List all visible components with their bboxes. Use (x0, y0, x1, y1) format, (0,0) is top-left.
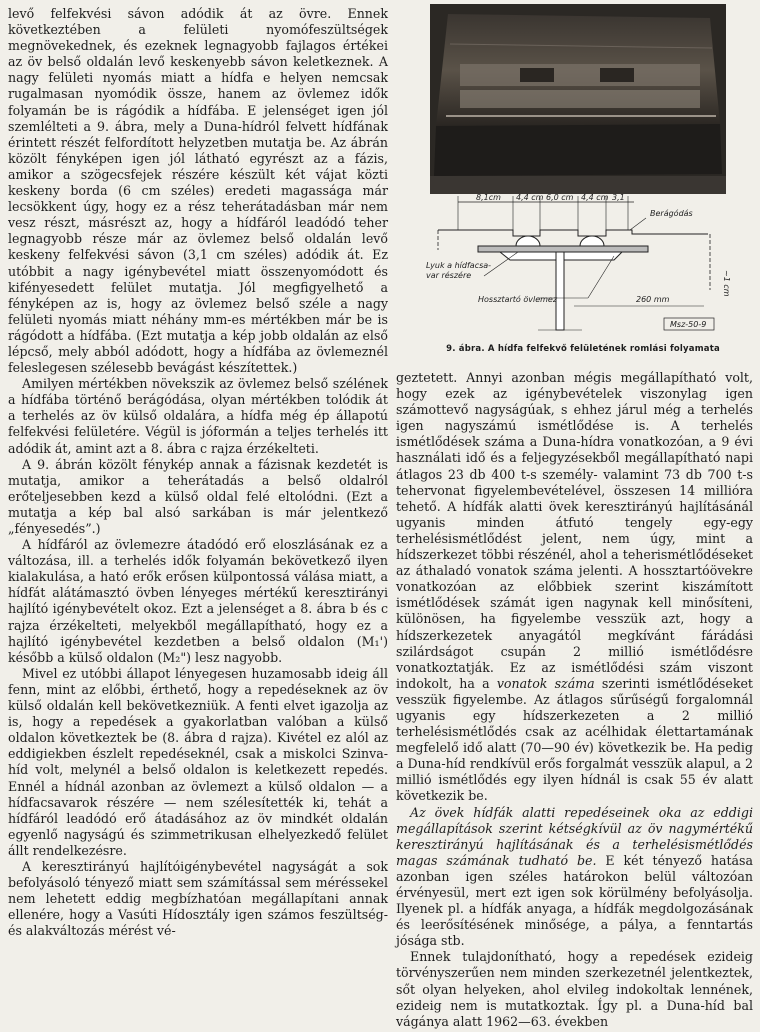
text-run: E két tényező hatása azonban igen széles határokon belül változóan érvényesül, mert ezt igen sok körülmény befolyásolja. Ilyenek pl. a hídfák anyaga, a hídfák megdolgozásának és leerősítésének minősége, a pálya, a fenntartás jósága stb. (396, 852, 753, 949)
text-run-italic: Az övek hídfák alatti repedéseinek oka az eddigi megállapítások szerint kétségkívül az öv nagymértékű keresztirányú hajlításának és a terhelésismétlődés magas számának tudható be. (396, 804, 753, 868)
vertical-label: ~1 cm (722, 270, 731, 297)
paragraph (396, 370, 753, 805)
paragraph: A hídfáról az övlemezre átadódó erő eloszlásának ez a változása, ill. a terhelés idők folyamán bekövetkező ilyen kialakulása, a ható erők erősen külpontossá válása miatt, a hídfát alátámasztó övben lényeges mértékű keresztirányi hajlító igénybevételt okoz. Ezt a jelenséget a 8. ábra b és c rajza érzékelteti, melyekből megállapítható, hogy ez a hajlító igénybevétel kezdetben a belső oldalon (M₁') később a külső oldalon (M₂") lesz nagyobb. (8, 537, 388, 665)
paragraph: Amilyen mértékben növekszik az övlemez belső szélének a hídfába történő berágódása, olyan mértékben tolódik át a terhelés az öv külső oldalára, a hídfa még ép állapotú felfekvési felületére. Végül is jóformán a teljes terhelés itt adódik át, amint azt a 8. ábra c rajza érzékelteti. (8, 376, 388, 456)
dim-label: 3,1 (612, 193, 625, 202)
dim-label: 8,1cm (476, 193, 501, 202)
figure-caption: 9. ábra. A hídfa felfekvő felületének romlási folyamata (446, 344, 720, 354)
text-run: geztetett. Annyi azonban mégis megállapítható volt, hogy ezek az igénybevételek viszonylag igen számottevő nagyságúak, s ehhez járul még a terhelés igen nagyszámú ismétlődése is. A terhelés ismétlődések száma a Duna-hídra vonatkozóan, a 9 évi használati idő és a feljegyzésekből megállapítható napi átlagos 23 db 400 t-s személy- valamint 73 db 700 t-s tehervonat figyelembevételével, összesen 14 millióra tehető. A hídfák alatti övek keresztirányú hajlításánál ugyanis minden átfutó tengely egy-egy terhelésismétlődést jelent, nem úgy, mint a hídszerkezet többi részénél, ahol a teherismétlődéseket az áthaladó vonatok száma jelenti. A hossztartóövekre vonatkozóan az előbbiek szerint kiszámított ismétlődések számát igen nagynak kell minősíteni, különösen, ha figyelembe vesszük azt, hogy a hídszerkezetek anyagától megkívánt fárádási szilárdságot csupán 2 millió ismétlődésre vonatkoztatják. Ez az ismétlődési szám viszont indokolt, ha a (396, 370, 753, 691)
figure-drawing (418, 190, 748, 342)
ovlemez-label: Hossztartó övlemez (478, 295, 558, 304)
left-column (8, 6, 388, 939)
figure-code: Msz-50-9 (670, 320, 707, 329)
right-column (396, 370, 753, 1030)
text-run-italic: vonatok száma (496, 675, 595, 691)
dim-label: 4,4 cm (516, 193, 544, 202)
paragraph: A 9. ábrán közölt fénykép annak a fázisnak kezdetét is mutatja, amikor a teherátadás a belső oldalról erőteljesebben kezd a külső oldal felé eltolódni. (Ezt a mutatja a kép bal alsó sarkában is már jelentkező „fényesedés”.) (8, 456, 388, 536)
dim-label: 6,0 cm (546, 193, 574, 202)
paragraph: A keresztirányú hajlítóigénybevétel nagyságát a sok befolyásoló tényező miatt sem számítással sem méréssekel nem lehetett eddig megbízhatóan megállapítani annak ellenére, hogy a Vasúti Hídosztály igen számos feszültség- és alakváltozás mérést vé- (8, 858, 388, 939)
paragraph: Ennek tulajdonítható, hogy a repedések ezideig törvényszerűen nem minden szerkezetnél jelentkeztek, sőt olyan helyeken, ahol elvileg indokoltak lennének, ezideig nem is mutatkoztak. Így pl. a Duna-híd bal vágánya alatt 1962—63. években (396, 949, 753, 1029)
lyuk-label: Lyuk a hídfacsa- (426, 261, 492, 270)
paragraph: levő felfekvési sávon adódik át az övre. Ennek következtében a felületi nyomófeszültségek megnövekednek, és ezeknek legnagyobb fajlagos értékei az öv belső oldalán levő keskenyebb sávon keletkeznek. A nagy felületi nyomás miatt a hídfa e helyen nemcsak rugalmasan nyomódik össze, hanem az övlemez idők folyamán be is rágódik a hídfába. E jelenséget igen jól szemlélteti a 9. ábra, mely a Duna-hídról felvett hídfának érintett részét felfordított helyzetben mutatja be. Az ábrán közölt fényképen igen jól látható egyrészt az a fázis, amikor a szögecsfejek részére készült két vájat közti keskeny borda (6 cm széles) eredeti magassága már lecsökkent úgy, hogy ez a rész teherátadásban már nem vesz részt, másrészt az, hogy a hídfáról leadódó teher legnagyobb része már az övlemez belső oldalán levő keskeny felfekvési sávon (3,1 cm széles) adódik át. Ez utóbbit a nagy igénybevétel miatt összenyomódott és kifényesedett felület mutatja. Jól megfigyelhető a fényképen az is, hogy az övlemez belső széle a nagy felületi nyomás miatt néhány mm-es mértékben már be is rágódott a hídfába. (Ezt mutatja a kép jobb oldalán az első lépcső, mely abból adódott, hogy a hídfába az övlemeznél feleslegesen szélesebb bevágást készítettek.) (8, 6, 388, 376)
figure-9 (418, 4, 748, 362)
figure-photo (430, 4, 726, 194)
width-label: 260 mm (636, 295, 670, 304)
beragodas-label: Berágódás (650, 209, 693, 218)
paragraph: Mivel ez utóbbi állapot lényegesen huzamosabb ideig áll fenn, mint az előbbi, érthető, hogy a repedéseknek az öv külső oldalán kell bekövetkezniük. A fenti elvet igazolja az is, hogy a repedések a gyakorlatban valóban a külső oldalon következtek be (8. ábra d rajza). Kivétel ez alól az eddigiekben észlelt repedéseknél, csak a miskolci Szinva-híd volt, melynél a belső oldalon is keletkezett repedés. Ennél a hídnál azonban az övlemezt a külső oldalon — a hídfacsavarok részére — nem szélesítették ki, tehát a hídfáról leadódó erő átadásához az öv mindkét oldalán egyenlő nagyságú és szimmetrikusan elhelyezkedő felület állt rendelkezésre. (8, 665, 388, 858)
lyuk-label: var részére (426, 271, 472, 280)
paragraph (396, 805, 753, 950)
dim-label: 4,4 cm (581, 193, 609, 202)
text-run: szerinti ismétlődéseket vesszük figyelembe. Az átlagos sűrűségű forgalomnál ugyanis egy hídszerkezeten a 2 millió terhelésismétlődés csak az acélhidak élettartamának megfelelő idő alatt (70—90 év) következik be. Ha pedig a Duna-híd rendkívül erős forgalmát vesszük alapul, a 2 millió ismétlődés egy ilyen hídnál is csak 55 év alatt következik be. (396, 675, 753, 804)
